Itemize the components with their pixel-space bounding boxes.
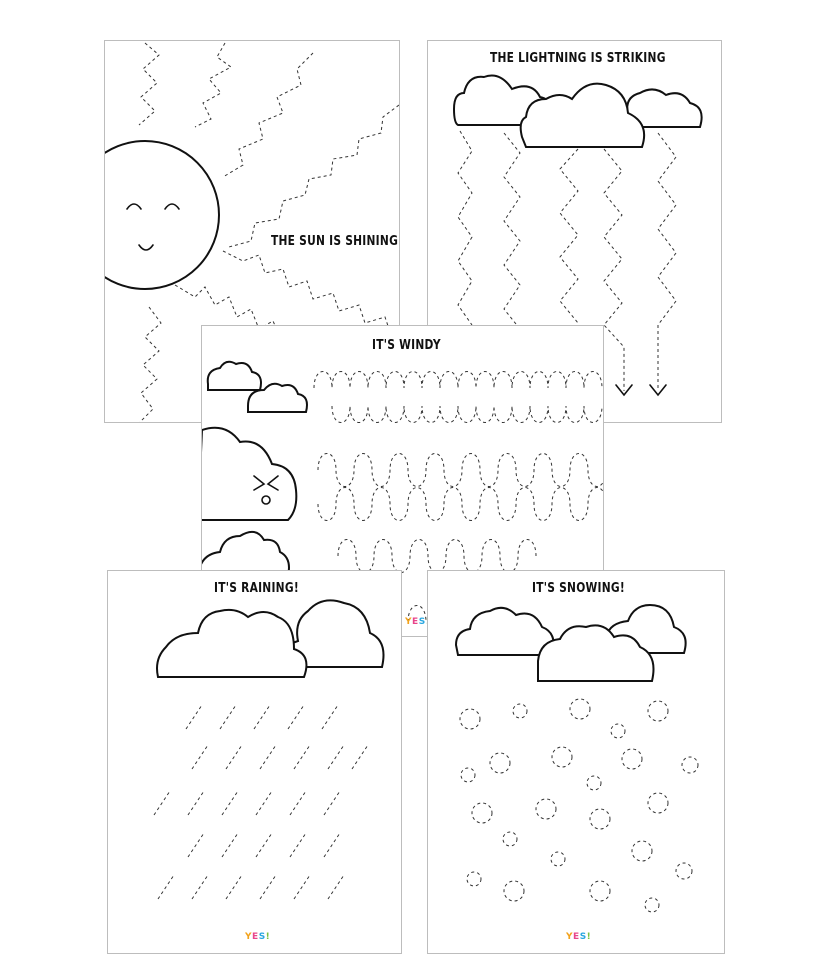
sheet-raining [107,570,402,954]
sheet-title-windy: IT'S WINDY [372,338,441,353]
cloud-center [521,84,644,147]
sheet-snowing [427,570,725,954]
sun-circle [105,141,219,289]
cloud-small-top [208,362,261,390]
sheet-title-lightning: THE LIGHTNING IS STRIKING [490,51,666,66]
logo-letter: Y [405,617,413,627]
logo-letter: S [418,617,426,627]
logo-letter: Y [566,932,574,942]
logo-letter: S [258,932,266,942]
yes-logo-raining [245,932,270,942]
sheet-title-sun: THE SUN IS SHINING [271,234,399,249]
logo-letter: ! [265,932,271,942]
logo-letter: S [579,932,587,942]
cloud-face [202,428,296,520]
logo-letter: E [573,932,580,942]
cloud-left [157,610,306,677]
logo-letter: ! [586,932,592,942]
sheet-title-snowing: IT'S SNOWING! [532,581,626,596]
sheet-title-raining: IT'S RAINING! [214,581,299,596]
logo-letter: E [412,617,419,627]
snowing-art [428,571,725,954]
logo-letter: Y [245,932,253,942]
cloud-left [456,608,554,655]
yes-logo-snowing [566,932,591,942]
raining-art [108,571,402,954]
logo-letter: E [252,932,259,942]
